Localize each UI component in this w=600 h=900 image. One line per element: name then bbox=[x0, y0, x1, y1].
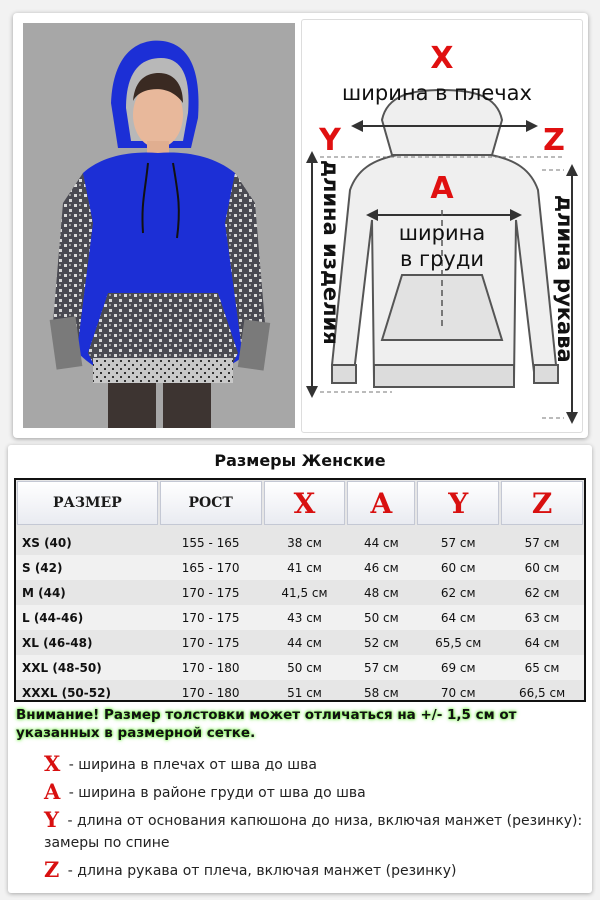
cell-x: 50 см bbox=[287, 660, 322, 675]
cell-z: 65 см bbox=[524, 660, 560, 675]
header-x: X bbox=[264, 481, 346, 525]
header-size: РАЗМЕР bbox=[17, 481, 158, 525]
cell-size: S (42) bbox=[22, 560, 63, 575]
cell-height: 170 - 180 bbox=[181, 685, 240, 700]
cell-height: 170 - 175 bbox=[181, 635, 240, 650]
cell-x: 51 см bbox=[287, 685, 322, 700]
cell-x: 41 см bbox=[287, 560, 322, 575]
cell-z: 66,5 см bbox=[518, 685, 566, 700]
cell-size: M (44) bbox=[22, 585, 66, 600]
table-row bbox=[16, 605, 584, 630]
z-label: длина рукава bbox=[553, 195, 577, 363]
cell-a: 44 см bbox=[363, 535, 399, 550]
table-row bbox=[16, 555, 584, 580]
legend-key-y: Y bbox=[44, 807, 59, 832]
a-letter: A bbox=[430, 171, 454, 206]
cell-y: 70 см bbox=[440, 685, 476, 700]
table-row bbox=[16, 680, 584, 705]
table-header bbox=[16, 480, 584, 526]
cell-z: 57 см bbox=[524, 535, 560, 550]
measurement-legend bbox=[44, 753, 584, 887]
legend-text-y: - длина от основания капюшона до низа, включая манжет (резинку): замеры по спине bbox=[44, 813, 583, 851]
cell-y: 57 см bbox=[440, 535, 476, 550]
cell-size: XXXL (50-52) bbox=[22, 685, 111, 700]
y-letter: Y bbox=[319, 123, 341, 158]
header-height: РОСТ bbox=[160, 481, 262, 525]
size-chart-card bbox=[8, 445, 592, 893]
table-title: Размеры Женские bbox=[214, 451, 386, 470]
cell-z: 60 см bbox=[524, 560, 560, 575]
cell-size: XXL (48-50) bbox=[22, 660, 102, 675]
cell-size: XL (46-48) bbox=[22, 635, 93, 650]
cell-size: XS (40) bbox=[22, 535, 72, 550]
hoodie-sketch bbox=[302, 20, 582, 432]
product-photo bbox=[23, 23, 295, 428]
table-row bbox=[16, 655, 584, 680]
cell-y: 62 см bbox=[440, 585, 476, 600]
table-row bbox=[16, 580, 584, 605]
cell-y: 65,5 см bbox=[435, 635, 482, 650]
cell-a: 57 см bbox=[363, 660, 399, 675]
product-images-card bbox=[13, 13, 588, 438]
cell-z: 64 см bbox=[524, 635, 560, 650]
cell-a: 50 см bbox=[363, 610, 399, 625]
table-row bbox=[16, 530, 584, 555]
cell-x: 38 см bbox=[287, 535, 322, 550]
y-label: длина изделия bbox=[319, 160, 343, 345]
cell-a: 52 см bbox=[363, 635, 399, 650]
cell-a: 58 см bbox=[363, 685, 399, 700]
cell-height: 155 - 165 bbox=[181, 535, 240, 550]
measurement-diagram bbox=[301, 19, 583, 433]
header-a: A bbox=[347, 481, 415, 525]
cell-size: L (44-46) bbox=[22, 610, 84, 625]
cell-height: 165 - 170 bbox=[181, 560, 240, 575]
cell-z: 62 см bbox=[524, 585, 560, 600]
header-z: Z bbox=[501, 481, 583, 525]
legend-key-x: X bbox=[44, 751, 61, 776]
cell-a: 48 см bbox=[363, 585, 399, 600]
x-label: ширина в плечах bbox=[342, 81, 532, 105]
legend-text-a: - ширина в районе груди от шва до шва bbox=[68, 785, 366, 801]
size-table bbox=[14, 478, 586, 702]
cell-height: 170 - 175 bbox=[181, 610, 240, 625]
cell-y: 60 см bbox=[440, 560, 476, 575]
cell-y: 69 см bbox=[440, 660, 476, 675]
legend-key-z: Z bbox=[44, 857, 60, 882]
legend-item-z bbox=[44, 859, 584, 882]
cell-x: 41,5 см bbox=[281, 585, 328, 600]
size-warning: Внимание! Размер толстовки может отличаться на +/- 1,5 см от указанных в размерной сетке. bbox=[16, 707, 517, 741]
legend-text-z: - длина рукава от плеча, включая манжет (резинку) bbox=[67, 863, 457, 879]
legend-key-a: A bbox=[44, 779, 61, 804]
model-hoodie-illustration bbox=[23, 23, 295, 428]
table-body bbox=[16, 530, 584, 705]
cell-z: 63 см bbox=[524, 610, 560, 625]
a-label-line1: ширина bbox=[398, 221, 486, 245]
cell-height: 170 - 180 bbox=[181, 660, 240, 675]
a-label-line2: в груди bbox=[399, 247, 485, 271]
legend-item-y bbox=[44, 809, 584, 854]
z-letter: Z bbox=[543, 123, 565, 158]
cell-height: 170 - 175 bbox=[181, 585, 240, 600]
legend-text-x: - ширина в плечах от шва до шва bbox=[68, 757, 317, 773]
cell-y: 64 см bbox=[440, 610, 476, 625]
x-letter: X bbox=[430, 41, 454, 76]
cell-x: 44 см bbox=[287, 635, 322, 650]
cell-a: 46 см bbox=[363, 560, 399, 575]
legend-item-a bbox=[44, 781, 584, 804]
table-row bbox=[16, 630, 584, 655]
legend-item-x bbox=[44, 753, 584, 776]
header-y: Y bbox=[417, 481, 499, 525]
cell-x: 43 см bbox=[287, 610, 322, 625]
